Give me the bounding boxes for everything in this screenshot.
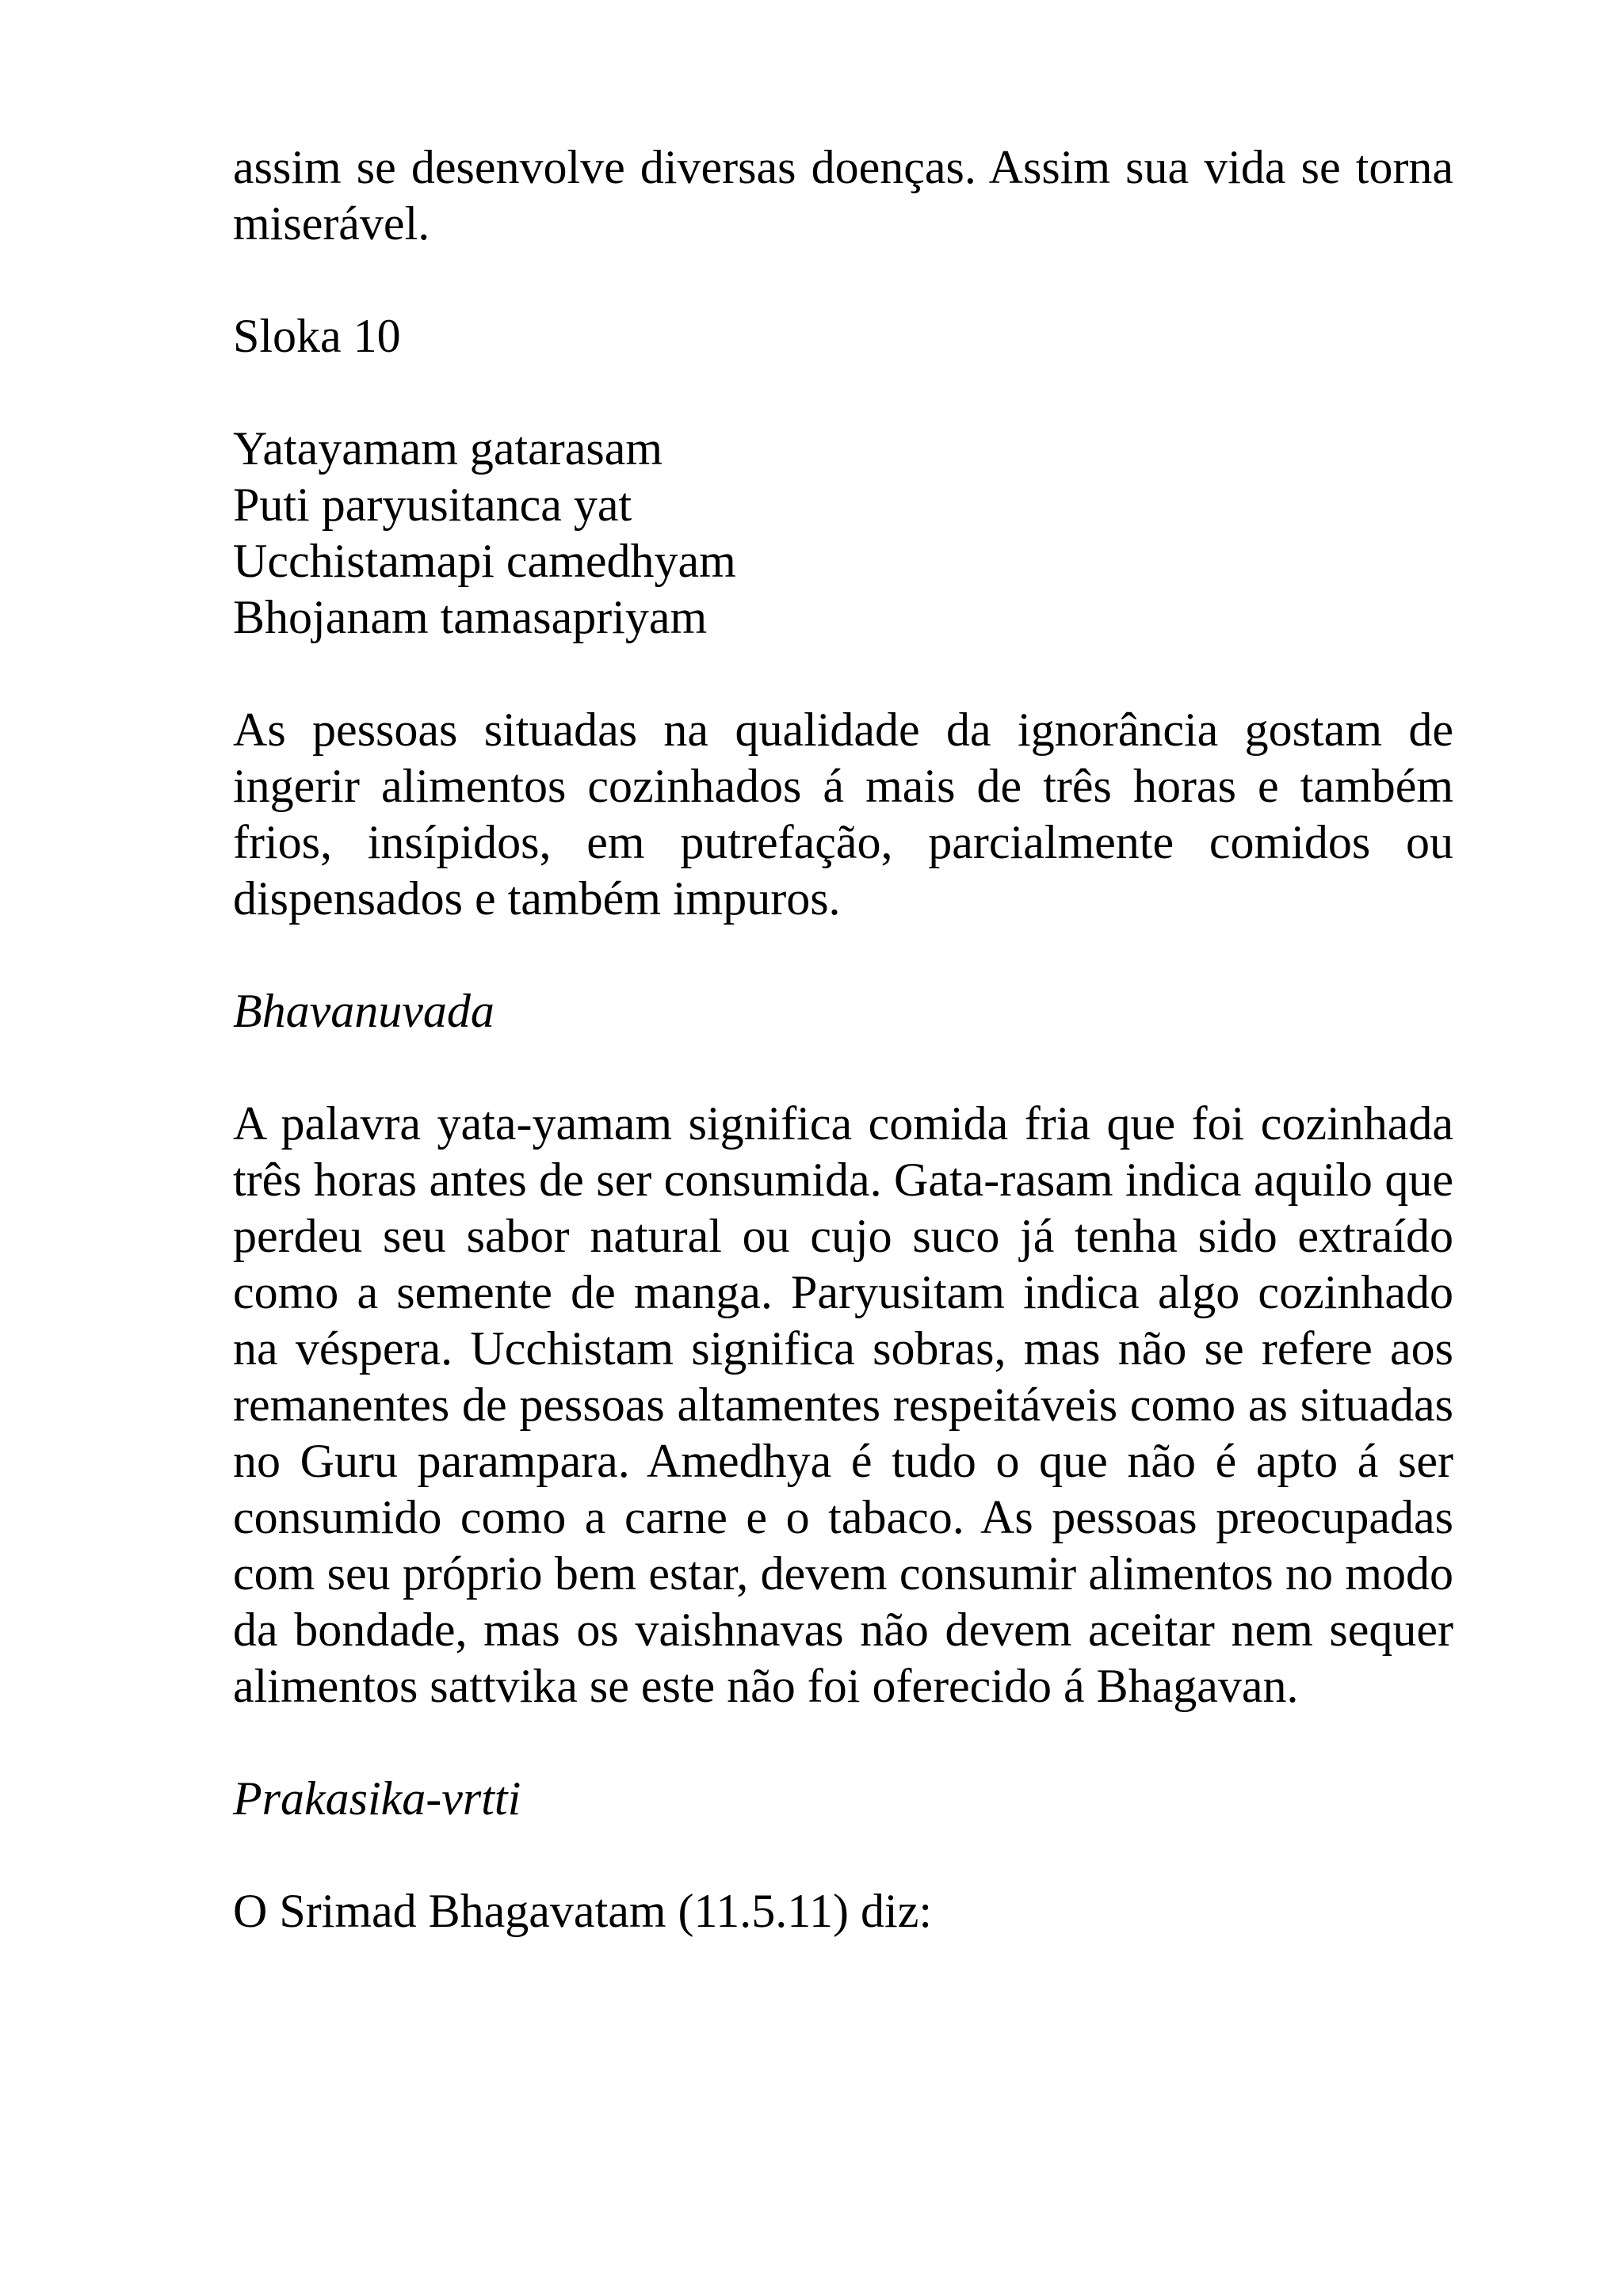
intro-paragraph: assim se desenvolve diversas doenças. Assim sua vida se torna miserável. <box>233 141 1453 250</box>
verse-line-3: Ucchistamapi camedhyam <box>233 535 736 587</box>
verse-block <box>233 421 1453 646</box>
verse-line-2: Puti paryusitanca yat <box>233 479 632 531</box>
prakasika-heading: Prakasika-vrtti <box>233 1772 521 1825</box>
bhavanuvada-heading: Bhavanuvada <box>233 985 495 1037</box>
verse-line-1: Yatayamam gatarasam <box>233 422 663 475</box>
translation-paragraph: As pessoas situadas na qualidade da ignorância gostam de ingerir alimentos cozinhados á mais de três horas e também frios, insípidos, em putrefação, parcialmente comidos ou dispensados e também impuros. <box>233 704 1453 925</box>
closing-line: O Srimad Bhagavatam (11.5.11) diz: <box>233 1885 933 1937</box>
bhavanuvada-paragraph: A palavra yata-yamam significa comida fria que foi cozinhada três horas antes de ser consumida. Gata-rasam indica aquilo que perdeu seu sabor natural ou cujo suco já tenha sido extraído como a semente de manga. Paryusitam indica algo cozinhado na véspera. Ucchistam significa sobras, mas não se refere aos remanentes de pessoas altamentes respeitáveis como as situadas no Guru parampara. Amedhya é tudo o que não é apto á ser consumido como a carne e o tabaco. As pessoas preocupadas com seu próprio bem estar, devem consumir alimentos no modo da bondade, mas os vaishnavas não devem aceitar nem sequer alimentos sattvika se este não foi oferecido á Bhagavan. <box>233 1097 1453 1712</box>
verse-line-4: Bhojanam tamasapriyam <box>233 591 708 643</box>
sloka-heading: Sloka 10 <box>233 310 401 362</box>
document-page <box>233 139 1453 1939</box>
